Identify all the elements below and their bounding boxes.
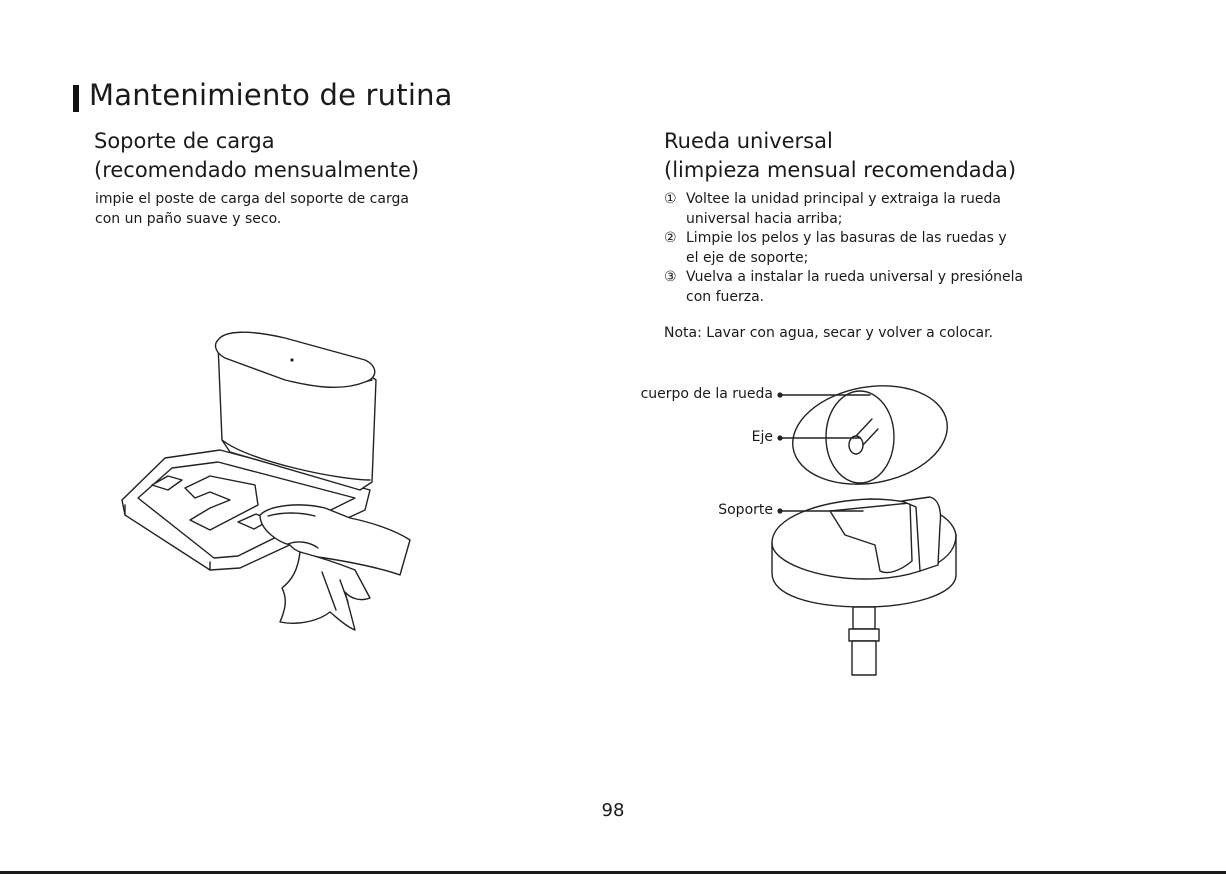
step-3-line2: con fuerza. xyxy=(686,288,765,305)
left-body-line2: con un paño suave y seco. xyxy=(95,210,282,227)
right-heading xyxy=(664,127,1016,185)
support-stem xyxy=(853,607,875,629)
step-2-line2: el eje de soporte; xyxy=(686,249,809,266)
step-3-line1: Vuelva a instalar la rueda universal y presiónela xyxy=(686,269,1024,285)
title-accent-bar xyxy=(73,85,79,112)
step-1-number: ① xyxy=(664,191,677,207)
page-title: Mantenimiento de rutina xyxy=(89,78,453,112)
step-3-number: ③ xyxy=(664,269,677,285)
right-heading-line1: Rueda universal xyxy=(664,129,833,153)
left-heading xyxy=(94,127,419,185)
step-3 xyxy=(664,268,1023,307)
label-leader-lines xyxy=(775,388,875,518)
label-axle: Eje xyxy=(751,429,773,445)
right-heading-line2: (limpieza mensual recomendada) xyxy=(664,158,1017,182)
step-2 xyxy=(664,229,1023,268)
step-1-line2: universal hacia arriba; xyxy=(686,210,843,227)
charging-dock-illustration xyxy=(110,330,430,630)
step-1 xyxy=(664,190,1023,229)
step-2-number: ② xyxy=(664,230,677,246)
label-wheel-body: cuerpo de la rueda xyxy=(640,386,773,402)
right-steps xyxy=(664,190,1023,307)
left-heading-line2: (recomendado mensualmente) xyxy=(94,158,420,182)
note-text: Nota: Lavar con agua, secar y volver a colocar. xyxy=(664,325,994,341)
page-number: 98 xyxy=(601,800,625,821)
left-body-line1: impie el poste de carga del soporte de carga xyxy=(95,191,409,207)
label-support: Soporte xyxy=(718,502,773,518)
left-heading-line1: Soporte de carga xyxy=(94,129,275,153)
step-2-line1: Limpie los pelos y las basuras de las ruedas y xyxy=(686,230,1007,246)
dock-indicator-light xyxy=(290,358,293,361)
step-1-line1: Voltee la unidad principal y extraiga la rueda xyxy=(686,191,1001,207)
left-instructions xyxy=(95,190,409,229)
